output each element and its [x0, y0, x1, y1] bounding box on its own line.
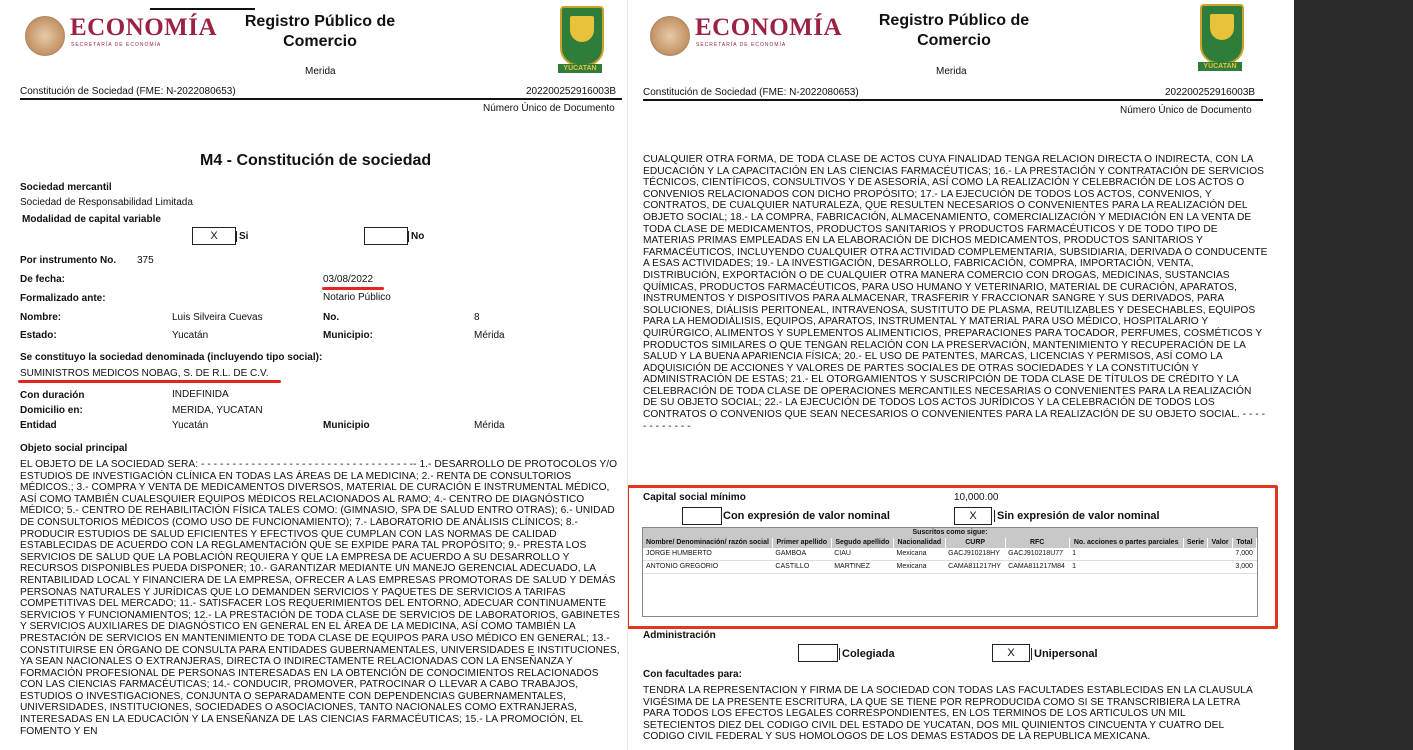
viewer-background — [1294, 0, 1413, 750]
duracion-value: INDEFINIDA — [172, 389, 229, 400]
table-cell: ANTONIO GREGORIO — [643, 561, 772, 574]
instrumento-label: Por instrumento No. — [20, 255, 117, 266]
con-expresion-checkbox[interactable] — [682, 507, 722, 525]
objeto-label: Objeto social principal — [20, 443, 128, 454]
table-cell: 7,000 — [1232, 548, 1256, 561]
table-header-cell: RFC — [1005, 538, 1069, 548]
fecha-value: 03/08/2022 — [323, 274, 374, 285]
sin-expresion-label: Sin expresión de valor nominal — [994, 510, 1160, 522]
header-title: Registro Público de Comercio — [878, 12, 1030, 49]
domicilio-label: Domicilio en: — [20, 405, 83, 416]
municipio2-value: Mérida — [474, 420, 505, 431]
capital-label: Capital social mínimo — [643, 492, 746, 503]
table-cell — [1183, 561, 1208, 574]
sociedad-value: Sociedad de Responsabilidad Limitada — [20, 197, 193, 208]
table-header-cell: Segudo apellido — [831, 538, 893, 548]
formalizado-value: Notario Público — [323, 292, 391, 303]
notario-no-value: 8 — [474, 312, 480, 323]
table-cell: GACJ910218U77 — [1005, 548, 1069, 561]
domicilio-value: MERIDA, YUCATAN — [172, 405, 263, 416]
suscritos-table-frame — [642, 527, 1258, 617]
table-header-cell: CURP — [945, 538, 1005, 548]
table-cell — [1183, 548, 1208, 561]
suscritos-label: Suscritos como sigue: — [643, 528, 1257, 538]
no-label: No — [408, 231, 424, 242]
con-expresion-label: Con expresión de valor nominal — [723, 510, 890, 522]
notario-no-label: No. — [323, 312, 340, 323]
header-city: Merida — [305, 66, 336, 77]
municipio-value: Mérida — [474, 330, 505, 341]
table-cell: JORGE HUMBERTO — [643, 548, 772, 561]
capital-value: 10,000.00 — [954, 492, 999, 503]
table-header-cell: Nacionalidad — [894, 538, 946, 548]
table-cell: CAMA811217M84 — [1005, 561, 1069, 574]
unipersonal-label: Unipersonal — [1031, 648, 1098, 660]
sin-expresion-checkbox[interactable]: X — [954, 507, 992, 525]
table-header-cell: Total — [1232, 538, 1256, 548]
fecha-label: De fecha: — [20, 274, 66, 285]
table-cell: 3,000 — [1232, 561, 1256, 574]
admin-label: Administración — [643, 630, 716, 641]
table-header-cell: Serie — [1183, 538, 1208, 548]
economia-logo: ECONOMÍA — [70, 14, 218, 41]
table-cell: GACJ910218HY — [945, 548, 1005, 561]
sociedad-label: Sociedad mercantil — [20, 182, 112, 193]
table-cell: Mexicana — [894, 561, 946, 574]
table-cell: 1 — [1069, 548, 1183, 561]
duracion-label: Con duración — [20, 390, 85, 401]
unipersonal-checkbox[interactable]: X — [992, 644, 1030, 662]
table-cell: CASTILLO — [772, 561, 831, 574]
table-cell: 1 — [1069, 561, 1183, 574]
nombre-label: Nombre: — [20, 312, 62, 323]
procedure-label: Constitución de Sociedad (FME: N-2022080653) — [643, 87, 859, 98]
procedure-label: Constitución de Sociedad (FME: N-2022080653) — [20, 86, 236, 97]
estado-label: Estado: — [20, 330, 57, 341]
municipio-label: Municipio: — [323, 330, 373, 341]
document-number-label: Número Único de Documento — [483, 103, 615, 114]
mexico-seal-icon — [650, 16, 690, 56]
table-header-cell: Primer apellido — [772, 538, 831, 548]
table-row — [643, 561, 1257, 574]
entidad-value: Yucatán — [172, 420, 209, 431]
nombre-value: Luis Silveira Cuevas — [172, 312, 263, 323]
colegiada-checkbox[interactable] — [798, 644, 838, 662]
facultades-label: Con facultades para: — [643, 669, 742, 680]
si-checkbox[interactable]: X — [192, 227, 236, 245]
document-page-2 — [628, 0, 1294, 750]
no-checkbox[interactable] — [364, 227, 408, 245]
si-label: Si — [236, 231, 248, 242]
suscritos-table — [643, 538, 1257, 574]
fecha-highlight — [322, 287, 384, 290]
formalizado-label: Formalizado ante: — [20, 293, 106, 304]
document-page-1 — [0, 0, 628, 750]
table-cell: GAMBOA — [772, 548, 831, 561]
header-rule — [643, 99, 1263, 101]
header-city: Merida — [936, 66, 967, 77]
document-number-label: Número Único de Documento — [1120, 105, 1252, 116]
modalidad-label: Modalidad de capital variable — [22, 214, 161, 225]
yucatan-shield-icon — [560, 6, 604, 66]
economia-logo-sub: SECRETARÍA DE ECONOMÍA — [71, 42, 162, 48]
colegiada-label: Colegiada — [839, 648, 895, 660]
yucatan-shield-icon — [1200, 4, 1244, 64]
table-cell: Mexicana — [894, 548, 946, 561]
top-rule — [150, 8, 255, 10]
mexico-seal-icon — [25, 16, 65, 56]
table-header-cell: Nombre/ Denominación/ razón social — [643, 538, 772, 548]
denominada-label: Se constituyo la sociedad denominada (incluyendo tipo social): — [20, 352, 323, 363]
table-cell — [1208, 561, 1233, 574]
form-title: M4 - Constitución de sociedad — [200, 152, 432, 169]
entidad-label: Entidad — [20, 420, 57, 431]
municipio2-label: Municipio — [323, 420, 370, 431]
table-header-cell: Valor — [1208, 538, 1233, 548]
table-cell — [1208, 548, 1233, 561]
estado-value: Yucatán — [172, 330, 209, 341]
table-cell: MARTINEZ — [831, 561, 893, 574]
instrumento-value: 375 — [137, 255, 154, 266]
header-rule — [20, 98, 622, 100]
economia-logo-sub: SECRETARÍA DE ECONOMÍA — [696, 42, 787, 48]
table-cell: CIAU — [831, 548, 893, 561]
objeto-text: EL OBJETO DE LA SOCIEDAD SERÁ: - - - - - - - - - - - - - - - - - - - - - - - - - - - - - - - - - -- 1.- DESARROLLO DE PROTOCOLOS Y/O ESTUDIOS DE INVESTIGACIÓN CLÍNICA EN TODAS LAS ÁREAS DE LA MEDICINA; 2.- RENTA DE CONSULTORIOS MÉDICOS.; 3.- COMPRA Y VENTA DE MEDICAMENTOS DIVERSOS, MATERIAL DE CURACIÓN E INSTRUMENTAL MÉDICO, ASÍ COMO TAMBIÉN CUALESQUIER EQUIPOS MÉDICOS RELACIONADOS AL RAMO; 4.- CENTRO DE DIAGNÓSTICO MÉDICO; 5.- CENTRO DE REHABILITACIÓN FÍSICA TALES COMO: (GIMNASIO, SPA DE SALUD ENTRO OTRAS); 6.- UNIDAD DE CONSULTORIOS MÉDICOS (COMO USO DE FUNCIONAMIENTO); 7.- LABORATORIO DE ANÁLISIS CLÍNICOS; 8.- PRODUCIR ESTUDIOS DE SALUD EFICIENTES Y EFECTIVOS QUE CUMPLAN CON LAS NORMAS DE CALIDAD ESTABLECIDAS DE ACUERDO CON LA REGLAMENTACIÓN QUE SE EXPIDE PARA TAL PROPÓSITO; 9.- PRESTA LOS SERVICIOS DE SALUD QUE LA POBLACIÓN REQUIERA Y QUE LA EMPRESA DE ACUERDO A SU DESARROLLO Y RECURSOS DISPONIBLES PUEDA DISPONER; 10.- GARANTIZAR MEDIANTE UN MANEJO GERENCIAL ADECUADO, LA RENTABILIDAD LOCAL Y FINANCIERA DE LA EMPRESA, OFRECER A LAS EMPRESAS PROMOTORAS DE SALUD Y DEMÁS PERSONAS NATURALES Y JURÍDICAS QUE LO DEMANDEN SERVICIOS Y PAQUETES DE SERVICIOS A TARIFAS COMPETITIVAS DEL MERCADO; 11.- SATISFACER LOS REQUERIMIENTOS DEL ENTORNO, ADECUAR CONTINUAMENTE SERVICIOS Y FUNCIONAMIENTOS; 12.- LA PRESTACIÓN DE TODA CLASE DE SERVICIOS DE LABORATORIOS, GABINETES Y SERVICIOS AUXILIARES DE DIAGNÓSTICO EN GENERAL EN EL ÁREA DE LA MEDICINA, ASÍ COMO TAMBIÉN LA PRESTACIÓN DE SERVICIOS EN MANTENIMIENTO DE TODA CLASE DE EQUIPOS PARA USO MÉDICO EN GENERAL; 13.- CONSTITUIRSE EN ÓRGANO DE CONSULTA PARA ENTIDADES GUBERNAMENTALES, UNIVERSIDADES E INSTITUCIONES, YA SEAN NACIONALES O EXTRANJERAS, DIRECTA O INDIRECTAMENTE RELACIONADAS CON LA ENSEÑANZA Y FORMACIÓN PROFESIONAL DE PERSONAS INTERESADAS EN LA OBTENCIÓN DE CONOCIMIENTOS RELACIONADOS CON LAS CIENCIAS FARMACÉUTICAS; 14.- CONDUCIR, PROMOVER, PATROCINAR O LLEVAR A CABO TRABAJOS, ESTUDIOS O INVESTIGACIONES, CONJUNTA O SEPARADAMENTE CON DEPENDENCIAS GUBERNAMENTALES, UNIVERSIDADES, INSTITUCIONES, SOCIEDADES O ASOCIACIONES, TANTO NACIONALES COMO EXTRANJERAS, INTERESADAS EN LA EDUCACIÓN Y LA ENSEÑANZA DE LAS CIENCIAS FARMACÉUTICAS; 15.- LA PROMOCIÓN, EL FOMENTO Y EN — [20, 459, 620, 737]
denominada-highlight — [18, 380, 281, 383]
document-number: 202200252916003B — [1165, 87, 1256, 98]
document-number: 202200252916003B — [526, 86, 617, 97]
header-title: Registro Público de Comercio — [244, 13, 396, 50]
table-header-cell: No. acciones o partes parciales — [1069, 538, 1183, 548]
objeto-text-continued: CUALQUIER OTRA FORMA, DE TODA CLASE DE ACTOS CUYA FINALIDAD TENGA RELACIÓN DIRECTA O INDIRECTA, CON LA EDUCACIÓN Y LA CAPACITACIÓN EN LAS CIENCIAS FARMACÉUTICAS; 16.- LA PRESTACIÓN Y CONTRATACIÓN DE SERVICIOS TÉCNICOS, CIENTÍFICOS, CONSULTIVOS Y DE ASESORÍA, ASÍ COMO LA REALIZACIÓN Y CELEBRACIÓN DE LOS ACTOS O CONVENIOS RELACIONADOS CON DICHO PROPÓSITO; 17.- LA EJECUCIÓN DE TODOS LOS ACTOS, CONVENIOS, Y CONTRATOS, DE CUALQUIER NATURALEZA, QUE RESULTEN NECESARIOS O CONVENIENTES PARA LA REALIZACIÓN DEL OBJETO SOCIAL; 18.- LA COMPRA, FABRICACIÓN, ALMACENAMIENTO, COMERCIALIZACIÓN Y MEDIACIÓN EN LA VENTA DE TODA CLASE DE MEDICAMENTOS, PRODUCTOS SANITARIOS Y PRODUCTOS FARMACÉUTICOS Y DE TODO TIPO DE MATERIAS PRIMAS EMPLEADAS EN LA ELABORACIÓN DE DICHOS MEDICAMENTOS, PRODUCTOS SANITARIOS Y FARMACÉUTICOS, INCLUYENDO CUALQUIER OTRA ACTIVIDAD COMPLEMENTARIA, SUBSIDIARIA, DERIVADA O CONDUCENTE A ESAS ACTIVIDADES; 19.- LA INVESTIGACIÓN, DESARROLLO, FABRICACIÓN, COMPRA, IMPORTACIÓN, VENTA, DISTRIBUCIÓN, EXPORTACIÓN O DE CUALQUIER OTRA MANERA COMERCIO CON DROGAS, MEDICINAS, SUSTANCIAS QUÍMICAS, PRODUCTOS FARMACÉUTICOS, PARA USO HUMANO Y VETERINARIO, MATERIAL DE CURACIÓN, APARATOS, INSTRUMENTOS Y DISPOSITIVOS PARA ALMACENAR, TRASFERIR Y FRACCIONAR SANGRE Y SUS DERIVADOS, PARA SOLUCIONES, DIÁLISIS PERITONEAL, INTRAVENOSA, SUSTITUTO DE PLASMA, REUTILIZABLES Y DESECHABLES, EQUIPOS PARA LA HEMODIÁLISIS, EQUIPOS, APARATOS, INSTRUMENTAL Y MATERIAL PARA USO MÉDICO, HOSPITALARIO Y QUIRÚRGICO, ALIMENTOS Y SUPLEMENTOS ALIMENTICIOS, PREPARACIONES PARA TOCADOR, PERFUMES, COSMÉTICOS Y PRODUCTOS SIMILARES O QUE TENGAN RELACIÓN CON LA PRESERVACIÓN, MANTENIMIENTO Y RECUPERACIÓN DE LA SALUD Y LA BUENA APARIENCIA FÍSICA; 20.- EL USO DE PATENTES, MARCAS, LICENCIAS Y PERMISOS, ASÍ COMO LA ADQUISICIÓN DE ACCIONES Y VALORES DE PARTES SOCIALES DE OTRAS SOCIEDADES Y LA CONSTITUCIÓN Y ADMINISTRACIÓN DE ESTAS; 21.- EL OTORGAMIENTOS Y SUSCRIPCIÓN DE TODA CLASE DE TÍTULOS DE CRÉDITO Y LA CELEBRACIÓN DE TODA CLASE DE OPERACIONES MERCANTILES NECESARIAS O CONVENIENTES PARA LA REALIZACIÓN DE SU OBJETO SOCIAL; 22.- LA EJECUCIÓN DE TODOS LOS ACTOS JURÍDICOS Y LA CELEBRACIÓN DE TODOS LOS CONTRATOS O CONVENIOS QUE SEAN NECESARIOS O CONVENIENTES PARA LA REALIZACIÓN DE SU OBJETO SOCIAL. - - - - - - - - - - - - — [643, 154, 1268, 432]
economia-logo: ECONOMÍA — [695, 14, 843, 41]
facultades-text: TENDRÁ LA REPRESENTACIÓN Y FIRMA DE LA SOCIEDAD CON TODAS LAS FACULTADES ESTABLECIDAS EN LA CLÁUSULA VIGÉSIMA DE LA PRESENTE ESCRITURA, LA QUE SE TIENE POR REPRODUCIDA COMO SI SE TRANSCRIBIERA LA LETRA PARA TODOS LOS EFECTOS LEGALES CORRESPONDIENTES, EN LOS TERMINOS DE LOS ARTICULOS UN MIL SETECIENTOS DIEZ DEL CODIGO CIVIL DEL ESTADO DE YUCATAN, DOS MIL QUINIENTOS CINCUENTA Y CUATRO DEL CODIGO CIVIL FEDERAL Y SUS HOMOLOGOS DE LOS DEMAS ESTADOS DE LA REPUBLICA MEXICANA. — [643, 685, 1253, 743]
table-cell: CAMA811217HY — [945, 561, 1005, 574]
yucatan-label: YUCATAN — [558, 64, 602, 73]
table-row — [643, 548, 1257, 561]
table-header-row — [643, 538, 1257, 548]
yucatan-label: YUCATAN — [1198, 62, 1242, 71]
denominada-value: SUMINISTROS MEDICOS NOBAG, S. DE R.L. DE C.V. — [20, 368, 269, 379]
